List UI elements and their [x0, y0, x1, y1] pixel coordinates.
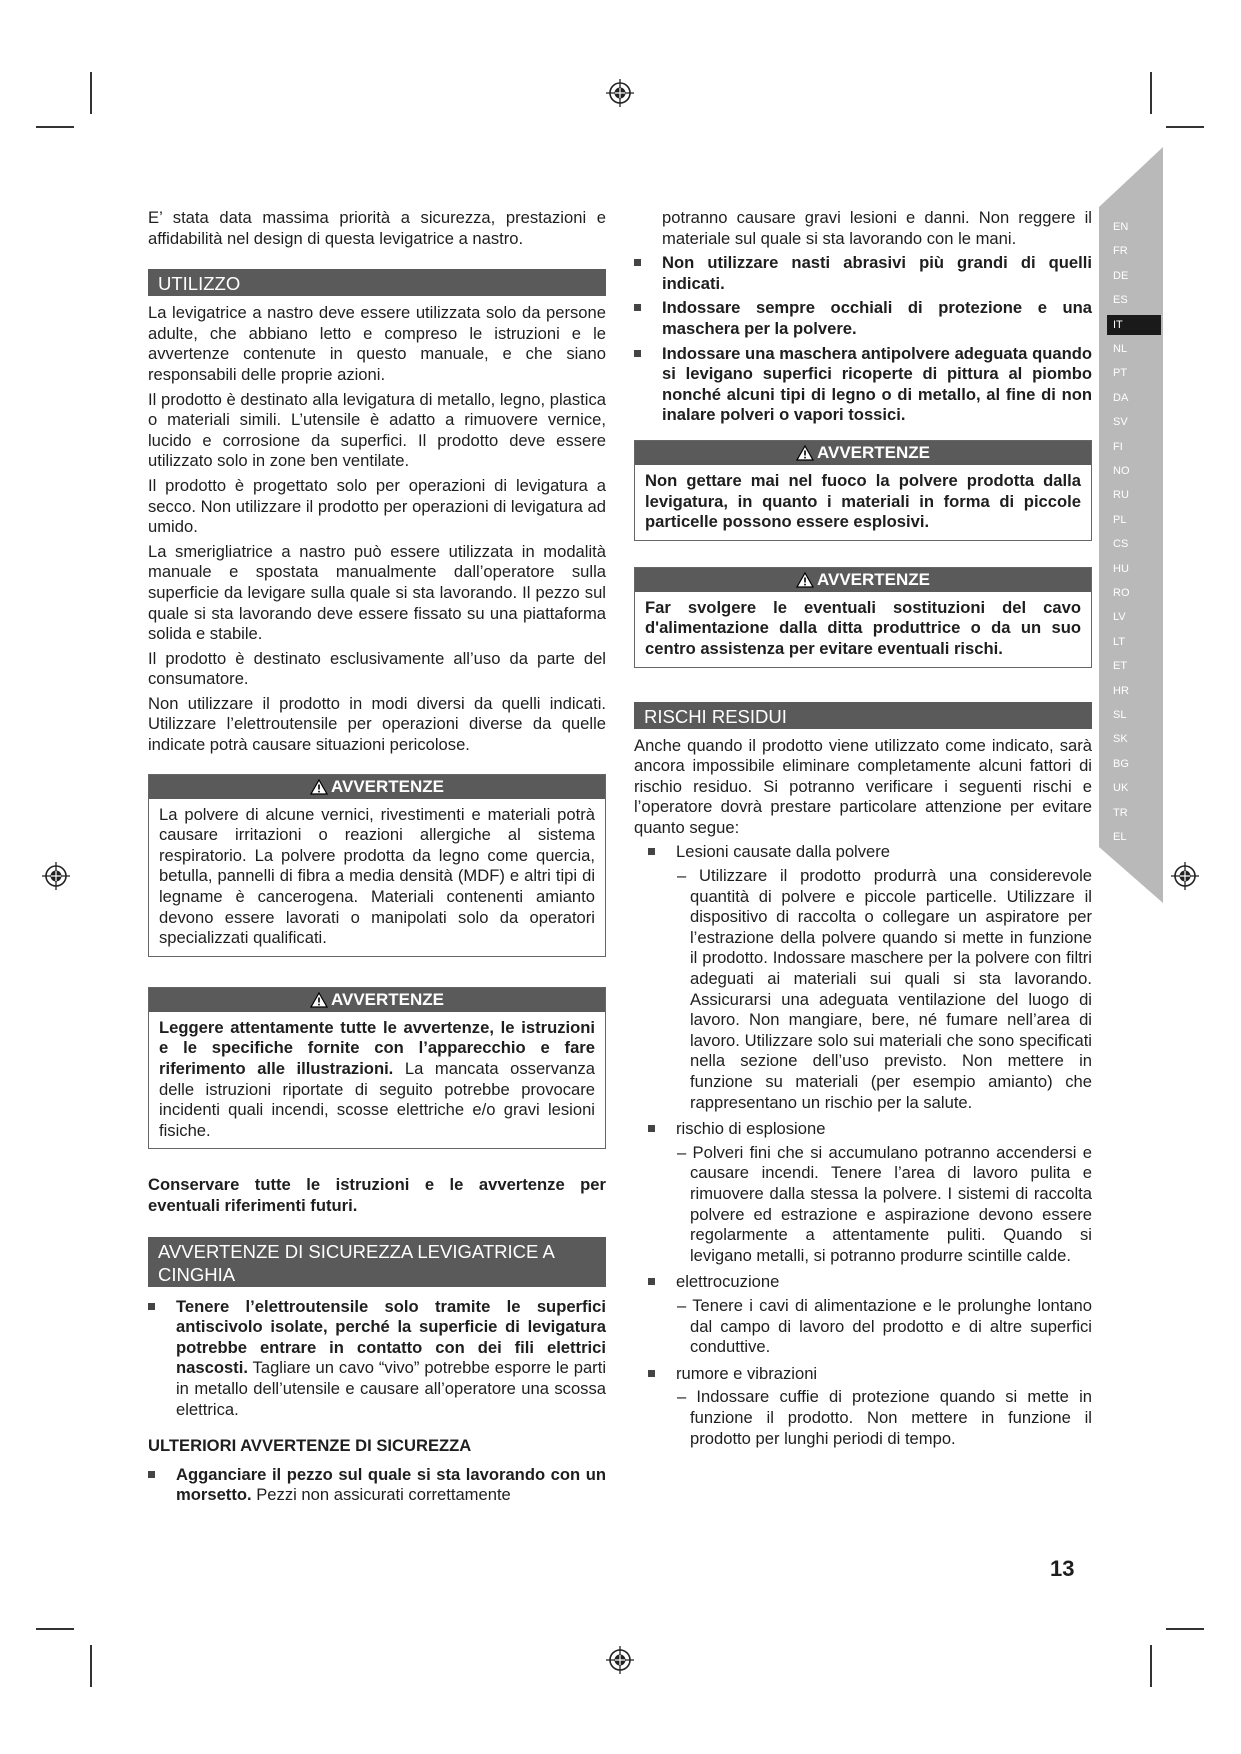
language-tab-nl[interactable]: NL: [1113, 343, 1128, 355]
crop-mark: [1166, 1628, 1204, 1630]
square-bullet-icon: [634, 304, 641, 311]
warning-header: [635, 568, 1091, 592]
bullet-bold-text: Tenere l’elettroutensile solo tramite le superfici antiscivolo isolate, perché la superficie di levigatura potrebbe entrare in contatto con dei fili elettrici nascosti.: [176, 1296, 606, 1378]
page-number: 13: [1050, 1556, 1075, 1581]
risk-title: elettrocuzione: [676, 1272, 780, 1292]
language-tab-en[interactable]: EN: [1113, 221, 1129, 233]
bullet-text: Indossare sempre occhiali di protezione e una maschera per la polvere.: [662, 298, 1092, 338]
keep-instructions-note: Conservare tutte le istruzioni e le avvertenze per eventuali riferimenti futuri.: [148, 1175, 606, 1215]
paragraph: Il prodotto è progettato solo per operazioni di levigatura a secco. Non utilizzare il prodotto per operazioni di levigatura ad umido.: [148, 475, 606, 537]
bullet-bold-text: Agganciare il pezzo sul quale si sta lavorando con un morsetto.: [176, 1464, 606, 1505]
warning-body: [149, 1012, 605, 1149]
language-tab-pt[interactable]: PT: [1113, 367, 1128, 380]
registration-mark-icon: [41, 861, 71, 891]
paragraph: Non utilizzare il prodotto in modi diversi da quelli indicati. Utilizzare l’elettroutensile per operazioni diverse da quelle indicate potrà causare situazioni pericolose.: [148, 693, 606, 755]
language-tab-bg[interactable]: BG: [1113, 757, 1129, 770]
language-tab-sv[interactable]: SV: [1113, 416, 1128, 429]
language-tab-es[interactable]: ES: [1113, 294, 1128, 307]
crop-mark: [90, 1645, 92, 1687]
square-bullet-icon: [148, 1471, 155, 1478]
warning-triangle-icon: [796, 445, 814, 461]
registration-mark-icon: [605, 1645, 635, 1675]
crop-mark: [36, 1628, 74, 1630]
language-tab-ro[interactable]: RO: [1113, 587, 1130, 599]
warning-text: Non gettare mai nel fuoco la polvere prodotta dalla levigatura, in quanto i materiali in forma di piccole particelle possono essere esplosivi.: [645, 470, 1081, 532]
bullet-text: Non utilizzare nasti abrasivi più grandi di quelli indicati.: [662, 253, 1092, 293]
language-tab-ru[interactable]: RU: [1113, 489, 1129, 502]
square-bullet-icon: [648, 1370, 655, 1377]
warning-bold-text: Leggere attentamente tutte le avvertenze, le istruzioni e le specifiche fornite con l’apparecchio e fare riferimento alle illustrazioni.: [159, 1017, 595, 1078]
right-column: [634, 208, 1092, 1455]
language-tab-sl[interactable]: SL: [1113, 709, 1127, 721]
risk-item: [648, 1119, 1092, 1266]
bullet-text: Indossare una maschera antipolvere adeguata quando si levigano superfici ricoperte di pittura al piombo nonché alcuni tipi di legno o di metallo, al fine di non inalare polveri o vapori tossici.: [662, 343, 1092, 425]
language-tab-el[interactable]: EL: [1113, 831, 1127, 843]
continued-paragraph: potranno causare gravi lesioni e danni. Non reggere il materiale sul quale si sta lavorando con le mani.: [662, 208, 1092, 248]
square-bullet-icon: [648, 1278, 655, 1285]
language-tab-da[interactable]: DA: [1113, 391, 1129, 404]
crop-mark: [90, 72, 92, 114]
warning-box: [634, 440, 1092, 541]
paragraph: Il prodotto è destinato alla levigatura di metallo, legno, plastica o materiali simili. L’utensile è adatto a rimuovere vernice, lucido e corrosione da superfici. Il prodotto deve essere utilizzato solo in zone ben ventilate.: [148, 389, 606, 471]
warning-header: [149, 988, 605, 1012]
list-item: [634, 298, 1092, 339]
language-tab-strip: [1099, 147, 1163, 903]
language-tab-et[interactable]: ET: [1113, 660, 1128, 673]
bullet-text: Pezzi non assicurati correttamente: [256, 1485, 511, 1505]
risk-title: Lesioni causate dalla polvere: [676, 842, 891, 862]
risk-title: rischio di esplosione: [676, 1119, 826, 1139]
risk-text: – Polveri fini che si accumulano potranno accendersi e causare incendi. Tenere l’area di lavoro pulita e rimuovere dalla stessa la polvere. I sistemi di raccolta polvere ed estrazione e aspirazione devono essere regolarmente a attentamente puliti. Quando si levigano metalli, si potranno produrre scintille calde.: [677, 1142, 1092, 1265]
language-tab-lt[interactable]: LT: [1113, 635, 1126, 648]
warning-header: [635, 441, 1091, 465]
crop-mark: [36, 126, 74, 128]
bullet-text: Tagliare un cavo “vivo” potrebbe esporre le parti in metallo dell’utensile e causare all’operatore una scossa elettrica.: [176, 1358, 607, 1419]
square-bullet-icon: [148, 1303, 155, 1310]
square-bullet-icon: [648, 1125, 655, 1132]
crop-mark: [1150, 1645, 1152, 1687]
warning-box: [148, 774, 606, 957]
list-item: [148, 1297, 606, 1421]
warning-box: [634, 567, 1092, 668]
warning-triangle-icon: [796, 572, 814, 588]
language-tab-fr[interactable]: FR: [1113, 245, 1128, 258]
crop-mark: [1150, 72, 1152, 114]
further-list: [148, 1465, 606, 1506]
risk-list: [634, 842, 1092, 1449]
risk-title: rumore e vibrazioni: [676, 1363, 818, 1383]
warning-title: AVVERTENZE: [330, 989, 445, 1009]
square-bullet-icon: [634, 350, 641, 357]
crop-mark: [1166, 126, 1204, 128]
registration-mark-icon: [605, 78, 635, 108]
risk-text: – Indossare cuffie di protezione quando si mette in funzione il prodotto. Non mettere in funzione il prodotto per lunghi periodi di tempo.: [677, 1387, 1092, 1448]
warning-text: La mancata osservanza delle istruzioni riportate di seguito potrebbe provocare incidenti quali incendi, scosse elettriche e/o gravi lesioni fisiche.: [159, 1059, 595, 1140]
safety-list: [148, 1297, 606, 1421]
section-heading-safety: AVVERTENZE DI SICUREZZA LEVIGATRICE A CINGHIA: [148, 1237, 606, 1287]
warning-text: Far svolgere le eventuali sostituzioni del cavo d'alimentazione dalla ditta produttrice o da un suo centro assistenza per evitare eventuali rischi.: [645, 597, 1081, 658]
paragraph: Il prodotto è destinato esclusivamente all’uso da parte del consumatore.: [148, 648, 606, 689]
list-item: [148, 1465, 606, 1506]
list-item: [634, 344, 1092, 426]
square-bullet-icon: [634, 259, 641, 266]
risk-item: [648, 1364, 1092, 1449]
language-tab-hu[interactable]: HU: [1113, 562, 1129, 575]
language-tab-pl[interactable]: PL: [1113, 513, 1127, 526]
paragraph: La levigatrice a nastro deve essere utilizzata solo da persone adulte, che abbiano letto e compreso le istruzioni e le avvertenze contenute in questo manuale, e che siano responsabili delle proprie azioni.: [148, 303, 606, 384]
section-heading-utilizzo: UTILIZZO: [148, 269, 606, 296]
warning-text: La polvere di alcune vernici, rivestimenti e materiali potrà causare irritazioni o reazioni allergiche al sistema respiratorio. La polvere prodotta da legno come quercia, betulla, pannelli di fibra a media densità (MDF) e altri tipi di legname è cancerogena. Materiali contenenti amianto devono essere lavorati o manipolati solo da operatori specializzati qualificati.: [159, 804, 595, 948]
warning-header: [149, 775, 605, 799]
warning-box: [148, 987, 606, 1150]
warning-title: AVVERTENZE: [816, 442, 931, 462]
safety-list-continued: [634, 253, 1092, 426]
risk-text: – Tenere i cavi di alimentazione e le prolunghe lontano dal campo di lavoro del prodotto e di altre superfici conduttive.: [677, 1295, 1092, 1357]
warning-triangle-icon: [310, 992, 328, 1008]
intro-paragraph: E’ stata data massima priorità a sicurezza, prestazioni e affidabilità nel design di questa levigatrice a nastro.: [148, 208, 606, 248]
paragraph: La smerigliatrice a nastro può essere utilizzata in modalità manuale e spostata manualmente dall’operatore sulla superficie da levigare sulla quale si sta lavorando. Il pezzo sul quale si sta lavorando deve essere fissato su una piattaforma solida e stabile.: [148, 541, 606, 644]
paragraph: Anche quando il prodotto viene utilizzato come indicato, sarà ancora impossibile eliminare completamente alcuni fattori di rischio residuo. Si potranno verificare i seguenti rischi e l’operatore dovrà prestare particolare attenzione per evitare quanto segue:: [634, 735, 1092, 837]
language-tab-no[interactable]: NO: [1113, 465, 1130, 477]
section-heading-rischi: RISCHI RESIDUI: [634, 702, 1092, 729]
language-tab-lv[interactable]: LV: [1113, 611, 1126, 624]
risk-item: [648, 1272, 1092, 1357]
registration-mark-icon: [1170, 861, 1200, 891]
subheading-further-warnings: ULTERIORI AVVERTENZE DI SICUREZZA: [148, 1436, 472, 1456]
left-column: [148, 208, 606, 1510]
risk-text: – Utilizzare il prodotto produrrà una considerevole quantità di polvere e piccole particelle. Utilizzare il dispositivo di raccolta o collegare un aspiratore per l’estrazione della polvere quando si mette in funzione il prodotto. Indossare maschere per la polvere con filtri adeguati ai materiali sui quali si sta lavorando. Assicurarsi una adeguata ventilazione del luogo di lavoro. Non mangiare, bere, né fumare nell’area di lavoro. Utilizzare solo sui materiali che sono specificati nella sezione dell’uso previsto. Non mettere in funzione su materiali (per esempio amianto) che rappresentano un rischio per la salute.: [677, 866, 1092, 1112]
list-item: [634, 253, 1092, 294]
language-tab-cs[interactable]: CS: [1113, 538, 1129, 551]
language-tab-it[interactable]: IT: [1107, 315, 1161, 335]
language-tab-tr[interactable]: TR: [1113, 806, 1128, 819]
language-tab-uk[interactable]: UK: [1113, 782, 1129, 795]
language-tab-sk[interactable]: SK: [1113, 733, 1128, 746]
warning-title: AVVERTENZE: [330, 776, 445, 796]
warning-triangle-icon: [310, 779, 328, 795]
risk-item: [648, 842, 1092, 1113]
language-tab-de[interactable]: DE: [1113, 269, 1129, 282]
language-tab-fi[interactable]: FI: [1113, 440, 1123, 453]
warning-title: AVVERTENZE: [816, 569, 931, 589]
square-bullet-icon: [648, 848, 655, 855]
language-tab-hr[interactable]: HR: [1113, 684, 1129, 697]
